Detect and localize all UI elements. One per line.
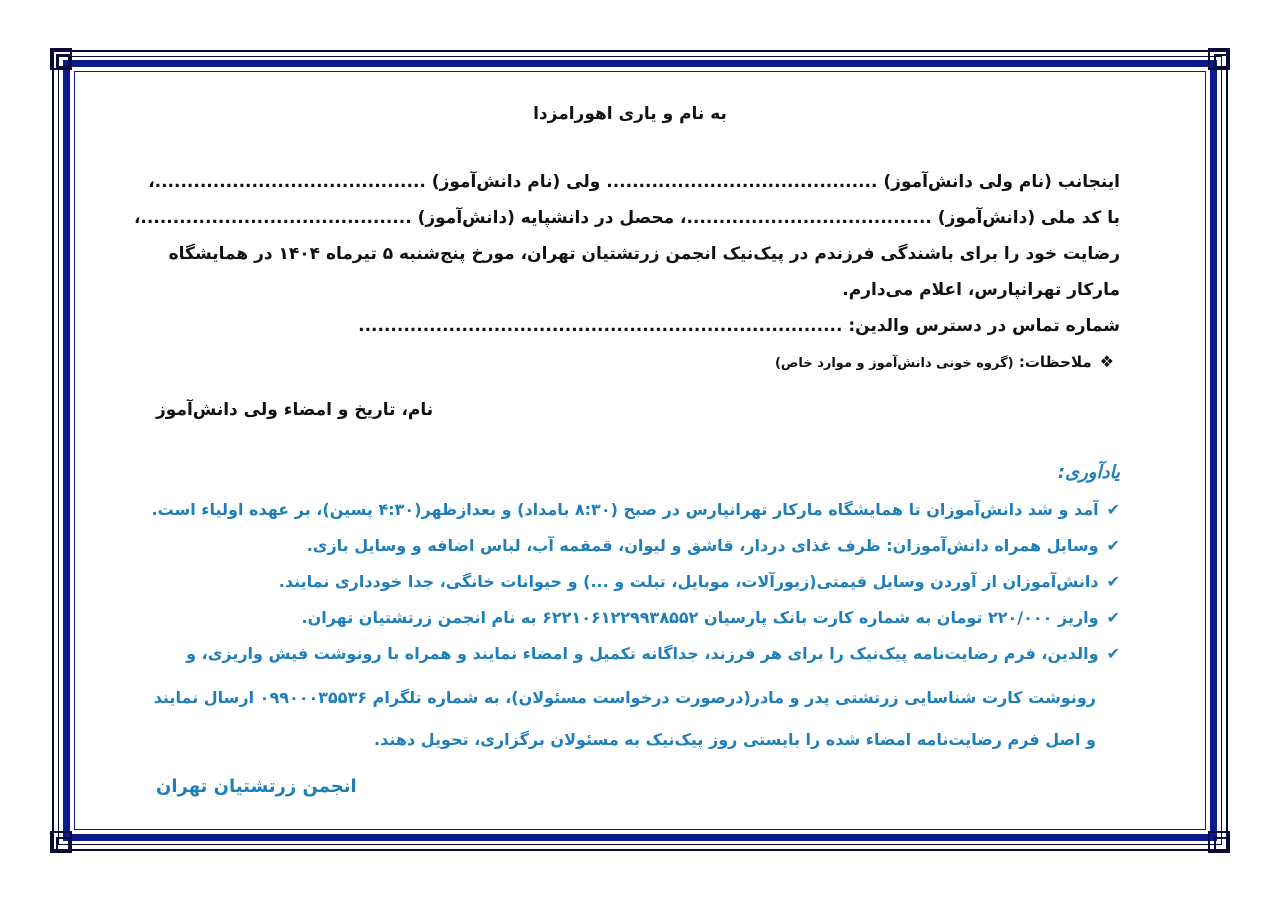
reminder-text: آمد و شد دانش‌آموزان تا همایشگاه مارکار تهرانپارس در صبح (۸:۳۰ بامداد) و بعدازظهر(۴:۳۰ پسین)، بر عهده اولیاء است.	[151, 500, 1099, 519]
corner-ornament-bottom-left	[50, 831, 72, 853]
consent-line-statement: رضایت خود را برای باشندگی فرزندم در پیک‌نیک انجمن زرتشتیان تهران، مورخ پنج‌شنبه ۵ تیرماه ۱۴۰۴ در همایشگاه	[168, 244, 1120, 264]
checkmark-icon: ✔	[1106, 500, 1120, 519]
checkmark-icon: ✔	[1106, 572, 1120, 591]
diamond-bullet-icon: ❖	[1099, 352, 1114, 371]
checkmark-icon: ✔	[1106, 608, 1120, 627]
consent-line-guardian: اینجانب (نام ولی دانش‌آموز) .......................................... ولی (نام دانش‌آموز) ..........................................،	[148, 172, 1120, 192]
reminder-text: دانش‌آموزان از آوردن وسایل قیمتی(زیورآلات، موبایل، تبلت و ...) و حیوانات خانگی، جدا خودداری نمایند.	[278, 572, 1099, 591]
corner-ornament-top-right	[1208, 48, 1230, 70]
reminder-text: واریز ۲۲۰/۰۰۰ تومان به شماره کارت بانک پارسیان ۶۲۲۱۰۶۱۲۲۹۹۳۸۵۵۲ به نام انجمن زرتشتیان تهران.	[301, 608, 1099, 627]
reminder-continuation-line: رونوشت کارت شناسایی زرتشتی پدر و مادر(درصورت درخواست مسئولان)، به شماره تلگرام ۰۹۹۰۰۰۳۵۵۳۶ ارسال نمایند	[153, 688, 1096, 707]
organization-signature: انجمن زرتشتیان تهران	[156, 776, 357, 797]
document-title: به نام و یاری اهورامزدا	[533, 104, 727, 124]
notes-label: ملاحظات:	[1018, 353, 1092, 371]
checkmark-icon: ✔	[1106, 644, 1120, 663]
corner-ornament-top-left	[50, 48, 72, 70]
reminder-item	[301, 608, 1120, 627]
reminders-heading: یادآوری:	[1057, 462, 1120, 483]
reminder-item	[151, 500, 1120, 519]
reminder-text: وسایل همراه دانش‌آموزان: ظرف غذای دردار، قاشق و لیوان، قمقمه آب، لباس اضافه و وسایل بازی.	[306, 536, 1099, 555]
consent-line-statement-end: مارکار تهرانپارس، اعلام می‌دارم.	[842, 280, 1120, 300]
checkmark-icon: ✔	[1106, 536, 1120, 555]
notes-detail: (گروه خونی دانش‌آموز و موارد خاص)	[774, 356, 1014, 371]
contact-number-line: شماره تماس در دسترس والدین: ...........................................................................	[358, 316, 1120, 336]
corner-ornament-bottom-right	[1208, 831, 1230, 853]
reminder-continuation-line: و اصل فرم رضایت‌نامه امضاء شده را بایستی روز پیک‌نیک به مسئولان برگزاری، تحویل دهند.	[374, 730, 1096, 749]
signature-line: نام، تاریخ و امضاء ولی دانش‌آموز	[156, 400, 434, 420]
reminder-item	[279, 572, 1120, 591]
reminder-item	[307, 536, 1120, 555]
consent-line-national-id: با کد ملی (دانش‌آموز) ......................................، محصل در دانشپایه (دانش‌آموز) ..........................................،	[133, 208, 1120, 228]
reminder-item	[186, 644, 1120, 663]
consent-form	[133, 90, 1120, 810]
reminder-text: والدین، فرم رضایت‌نامه پیک‌نیک را برای هر فرزند، جداگانه تکمیل و امضاء نمایند و همراه با رونوشت فیش واریزی، و	[186, 644, 1099, 663]
notes-line	[775, 352, 1114, 371]
